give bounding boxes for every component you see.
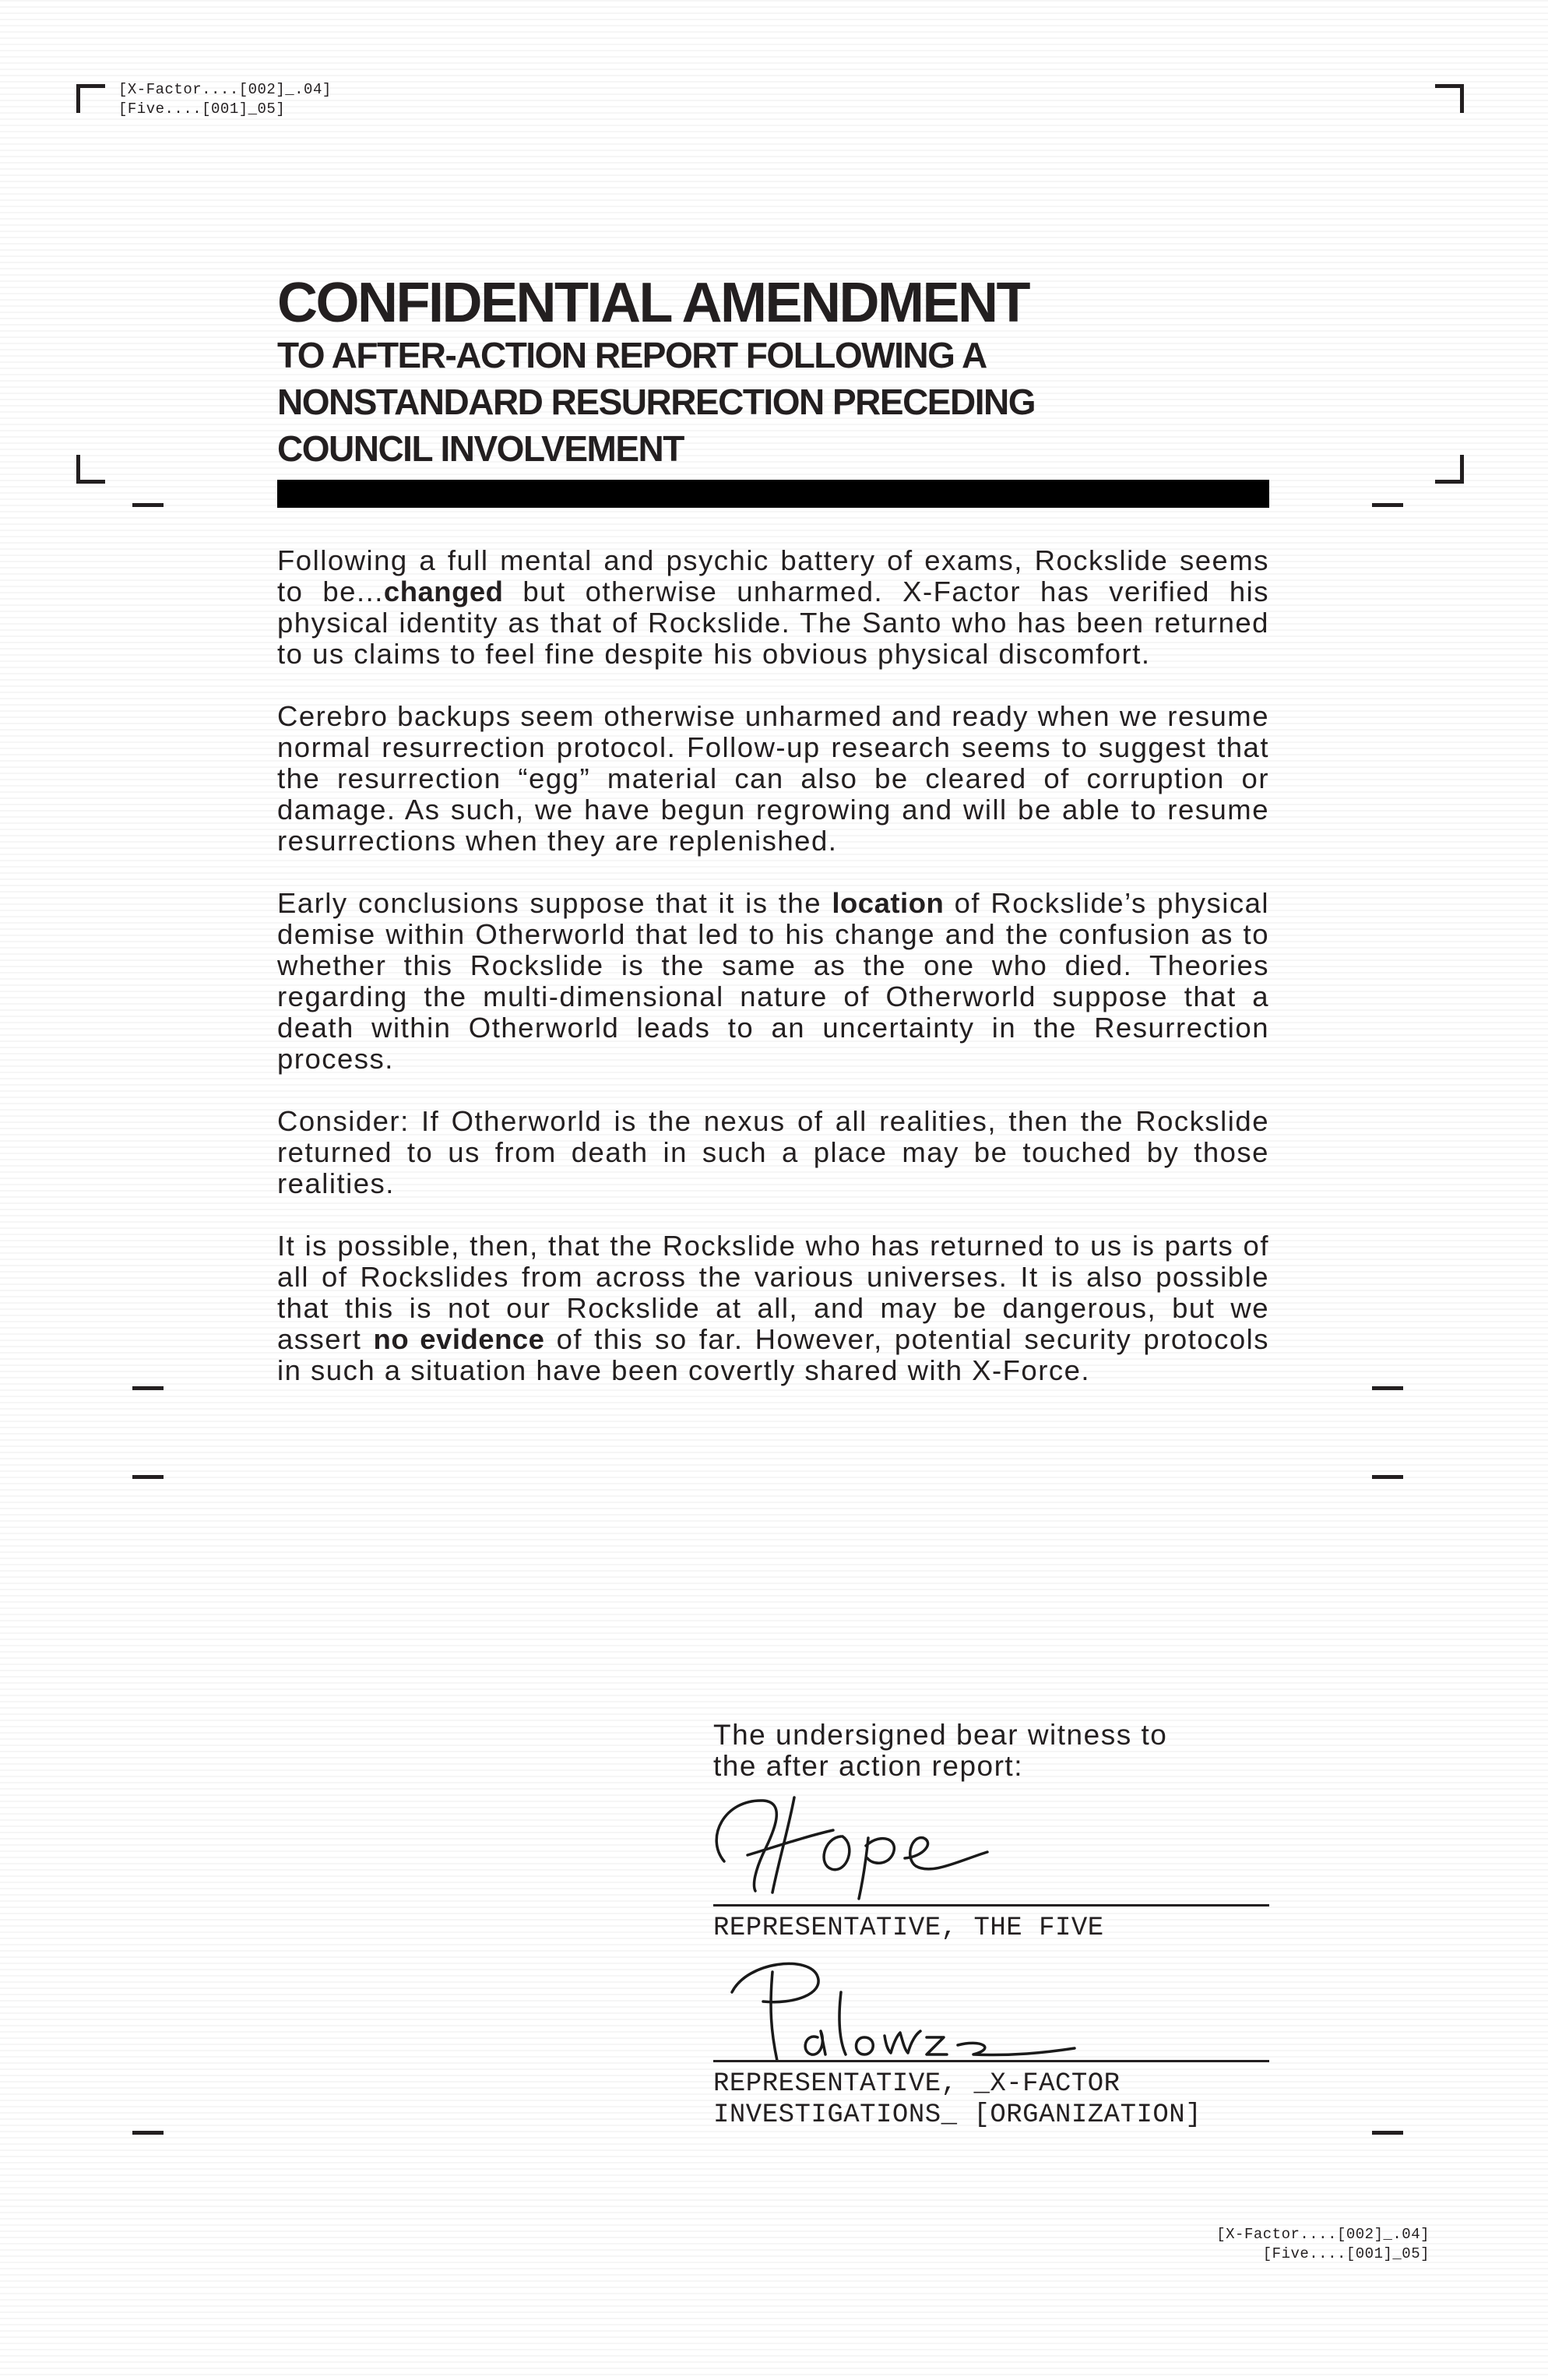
- header-code-line: [X-Factor....[002]_.04]: [118, 81, 332, 98]
- paragraph: It is possible, then, that the Rockslide who has returned to us is parts of all of Rockslides from across the various universes. It is also possible that this is not our Rockslide at all, and may be dangerous, but we assert no evidence of this so far. However, potential security protocols in such a situation have been covertly shared with X-Force.: [277, 1230, 1269, 1386]
- footer-code-line: [Five....[001]_05]: [1262, 2245, 1430, 2262]
- margin-tick: [1372, 503, 1403, 507]
- signature-palorz-scribble: [701, 1945, 1269, 2062]
- signature-label: REPRESENTATIVE, _X-FACTOR INVESTIGATIONS_ [ORGANIZATION]: [713, 2069, 1202, 2130]
- document-subtitle: [277, 332, 1269, 472]
- margin-tick: [1372, 1386, 1403, 1390]
- margin-tick: [132, 1386, 164, 1390]
- corner-bracket-mid-right: [1435, 455, 1464, 484]
- corner-bracket-mid-left: [76, 455, 105, 484]
- emphasis-no-evidence: no evidence: [373, 1323, 545, 1355]
- signature-line: [713, 1904, 1269, 1906]
- signature-hope: [701, 1783, 1269, 1900]
- document-title: CONFIDENTIAL AMENDMENT: [277, 272, 1029, 334]
- header-code-line: [Five....[001]_05]: [118, 100, 286, 118]
- paragraph: Following a full mental and psychic battery of exams, Rockslide seems to be...changed but otherwise unharmed. X-Factor has verified his physical identity as that of Rockslide. The Santo who has been returned to us claims to feel fine despite his obvious physical discomfort.: [277, 544, 1269, 670]
- margin-tick: [132, 1475, 164, 1479]
- paragraph: Cerebro backups seem otherwise unharmed and ready when we resume normal resurrection protocol. Follow-up research seems to suggest that the resurrection “egg” material can also be cleared of corruption or damage. As such, we have begun regrowing and will be able to resume resurrections when they are replenished.: [277, 700, 1269, 857]
- margin-tick: [132, 2131, 164, 2135]
- signature-label: REPRESENTATIVE, THE FIVE: [713, 1914, 1104, 1943]
- header-code-block: [118, 80, 332, 119]
- report-body: [277, 545, 1269, 1417]
- signature-palorz: [701, 1945, 1269, 2062]
- footer-code-block: [1216, 2225, 1430, 2264]
- subtitle-line: TO AFTER-ACTION REPORT FOLLOWING A: [277, 335, 987, 375]
- signature-hope-scribble: [701, 1783, 1269, 1900]
- paragraph: Consider: If Otherworld is the nexus of all realities, then the Rockslide returned to us from death in such a place may be touched by those realities.: [277, 1105, 1269, 1199]
- subtitle-line: COUNCIL INVOLVEMENT: [277, 428, 684, 469]
- corner-bracket-top-right: [1435, 84, 1464, 113]
- witness-statement: The undersigned bear witness to the after action report:: [713, 1719, 1168, 1782]
- signature-line: [713, 2060, 1269, 2062]
- emphasis-changed: changed: [383, 576, 504, 607]
- margin-tick: [132, 503, 164, 507]
- corner-bracket-top-left: [76, 84, 105, 113]
- footer-code-line: [X-Factor....[002]_.04]: [1216, 2226, 1430, 2243]
- margin-tick: [1372, 2131, 1403, 2135]
- margin-tick: [1372, 1475, 1403, 1479]
- subtitle-line: NONSTANDARD RESURRECTION PRECEDING: [277, 382, 1035, 422]
- paragraph: Early conclusions suppose that it is the location of Rockslide’s physical demise within Otherworld that led to his change and the confusion as to whether this Rockslide is the same as the one who died. Theories regarding the multi-dimensional nature of Otherworld suppose that a death within Otherworld leads to an uncertainty in the Resurrection process.: [277, 887, 1269, 1075]
- title-divider-bar: [277, 480, 1269, 508]
- emphasis-location: location: [832, 887, 945, 919]
